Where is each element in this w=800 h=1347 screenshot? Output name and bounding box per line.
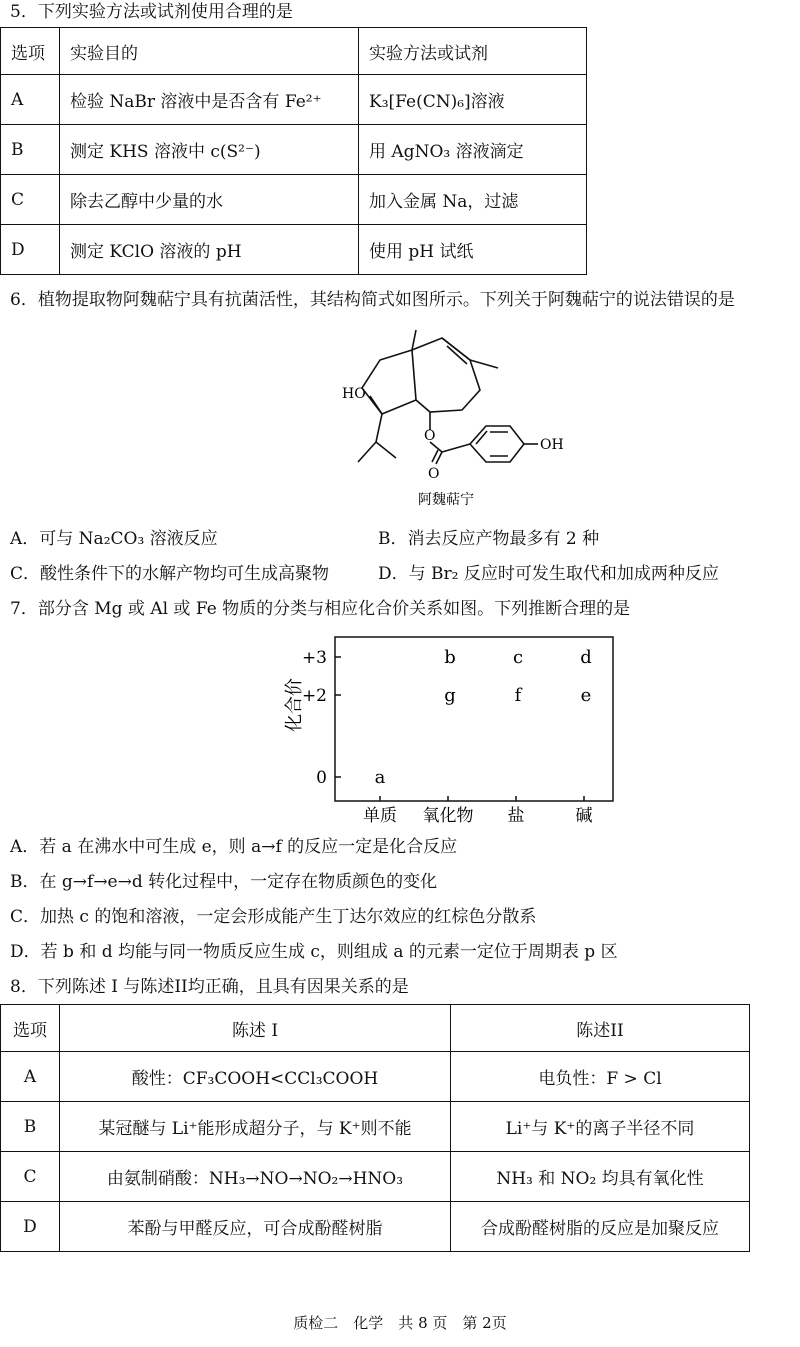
q6-option-a: A．可与 Na₂CO₃ 溶液反应 bbox=[10, 529, 218, 549]
q6-option-b: B．消去反应产物最多有 2 种 bbox=[378, 529, 600, 549]
x-category-label: 氧化物 bbox=[422, 806, 474, 826]
table-row bbox=[1, 1202, 750, 1252]
data-point-a: a bbox=[374, 767, 386, 788]
q7-option-a: A．若 a 在沸水中可生成 e，则 a→f 的反应一定是化合反应 bbox=[10, 837, 458, 857]
q8-table bbox=[0, 1004, 750, 1252]
x-category-label: 盐 bbox=[507, 806, 525, 826]
table-row bbox=[1, 1052, 750, 1102]
x-category-label: 单质 bbox=[363, 806, 397, 826]
option-cell: A bbox=[1, 75, 60, 125]
table-row bbox=[1, 175, 587, 225]
aim-cell: 测定 KHS 溶液中 c(S²⁻) bbox=[60, 125, 359, 175]
table-row bbox=[1, 125, 587, 175]
data-point-f: f bbox=[514, 685, 522, 706]
q5-table bbox=[0, 27, 587, 275]
y-tick-label: 0 bbox=[316, 768, 327, 788]
five-membered-ring bbox=[362, 350, 416, 414]
carbonyl-o-label: O bbox=[428, 466, 440, 482]
data-point-d: d bbox=[580, 647, 592, 668]
statement1-cell: 由氨制硝酸：NH₃→NO→NO₂→HNO₃ bbox=[60, 1152, 451, 1202]
option-cell: D bbox=[1, 1202, 60, 1252]
option-cell: A bbox=[1, 1052, 60, 1102]
statement1-cell: 某冠醚与 Li⁺能形成超分子，与 K⁺则不能 bbox=[60, 1102, 451, 1152]
header-cell: 实验目的 bbox=[60, 28, 359, 75]
q5-stem: 5．下列实验方法或试剂使用合理的是 bbox=[10, 2, 293, 22]
q6-option-d: D．与 Br₂ 反应时可发生取代和加成两种反应 bbox=[378, 564, 719, 584]
header-cell: 陈述II bbox=[451, 1005, 750, 1052]
oh-label: OH bbox=[540, 437, 564, 453]
option-cell: B bbox=[1, 1102, 60, 1152]
header-cell: 选项 bbox=[1, 1005, 60, 1052]
statement1-cell: 苯酚与甲醛反应，可合成酚醛树脂 bbox=[60, 1202, 451, 1252]
q7-option-d: D．若 b 和 d 均能与同一物质反应生成 c，则组成 a 的元素一定位于周期表 p 区 bbox=[10, 942, 618, 962]
statement2-cell: NH₃ 和 NO₂ 均具有氧化性 bbox=[451, 1152, 750, 1202]
statement2-cell: 电负性：F > Cl bbox=[451, 1052, 750, 1102]
structure-caption: 阿魏萜宁 bbox=[418, 492, 474, 508]
header-cell: 选项 bbox=[1, 28, 60, 75]
statement1-cell: 酸性：CF₃COOH<CCl₃COOH bbox=[60, 1052, 451, 1102]
x-category-label: 碱 bbox=[575, 806, 593, 826]
aim-cell: 除去乙醇中少量的水 bbox=[60, 175, 359, 225]
seven-membered-ring bbox=[412, 338, 480, 412]
option-cell: D bbox=[1, 225, 60, 275]
table-row bbox=[1, 1102, 750, 1152]
method-cell: K₃[Fe(CN)₆]溶液 bbox=[359, 75, 587, 125]
table-header-row bbox=[1, 1005, 750, 1052]
page-footer: 质检二 化学 共 8 页 第 2页 bbox=[293, 1314, 507, 1332]
method-cell: 使用 pH 试纸 bbox=[359, 225, 587, 275]
q6-option-c: C．酸性条件下的水解产物均可生成高聚物 bbox=[10, 564, 330, 584]
q7-stem: 7．部分含 Mg 或 Al 或 Fe 物质的分类与相应化合价关系如图。下列推断合理的是 bbox=[10, 599, 631, 619]
q7-option-c: C．加热 c 的饱和溶液，一定会形成能产生丁达尔效应的红棕色分散系 bbox=[10, 907, 537, 927]
q7-option-b: B．在 g→f→e→d 转化过程中，一定存在物质颜色的变化 bbox=[10, 872, 438, 892]
method-cell: 用 AgNO₃ 溶液滴定 bbox=[359, 125, 587, 175]
table-header-row bbox=[1, 28, 587, 75]
structure-formula bbox=[330, 318, 590, 518]
table-row bbox=[1, 225, 587, 275]
header-cell: 陈述 I bbox=[60, 1005, 451, 1052]
data-point-b: b bbox=[444, 647, 456, 668]
aim-cell: 检验 NaBr 溶液中是否含有 Fe²⁺ bbox=[60, 75, 359, 125]
header-cell: 实验方法或试剂 bbox=[359, 28, 587, 75]
data-point-g: g bbox=[444, 685, 456, 706]
table-row bbox=[1, 75, 587, 125]
statement2-cell: Li⁺与 K⁺的离子半径不同 bbox=[451, 1102, 750, 1152]
y-axis-label: 化合价 bbox=[284, 678, 305, 732]
option-cell: C bbox=[1, 1152, 60, 1202]
option-cell: B bbox=[1, 125, 60, 175]
y-tick-label: +3 bbox=[301, 648, 327, 668]
table-row bbox=[1, 1152, 750, 1202]
ho-label: HO bbox=[342, 386, 366, 402]
y-tick-label: +2 bbox=[301, 686, 327, 706]
option-cell: C bbox=[1, 175, 60, 225]
data-point-e: e bbox=[580, 685, 592, 706]
q8-stem: 8．下列陈述 I 与陈述II均正确，且具有因果关系的是 bbox=[10, 977, 409, 997]
q6-stem: 6．植物提取物阿魏萜宁具有抗菌活性，其结构简式如图所示。下列关于阿魏萜宁的说法错误的是 bbox=[10, 290, 735, 310]
data-point-c: c bbox=[512, 647, 524, 668]
aim-cell: 测定 KClO 溶液的 pH bbox=[60, 225, 359, 275]
ester-o-label: O bbox=[424, 428, 436, 444]
statement2-cell: 合成酚醛树脂的反应是加聚反应 bbox=[451, 1202, 750, 1252]
valence-chart bbox=[270, 625, 630, 835]
method-cell: 加入金属 Na，过滤 bbox=[359, 175, 587, 225]
